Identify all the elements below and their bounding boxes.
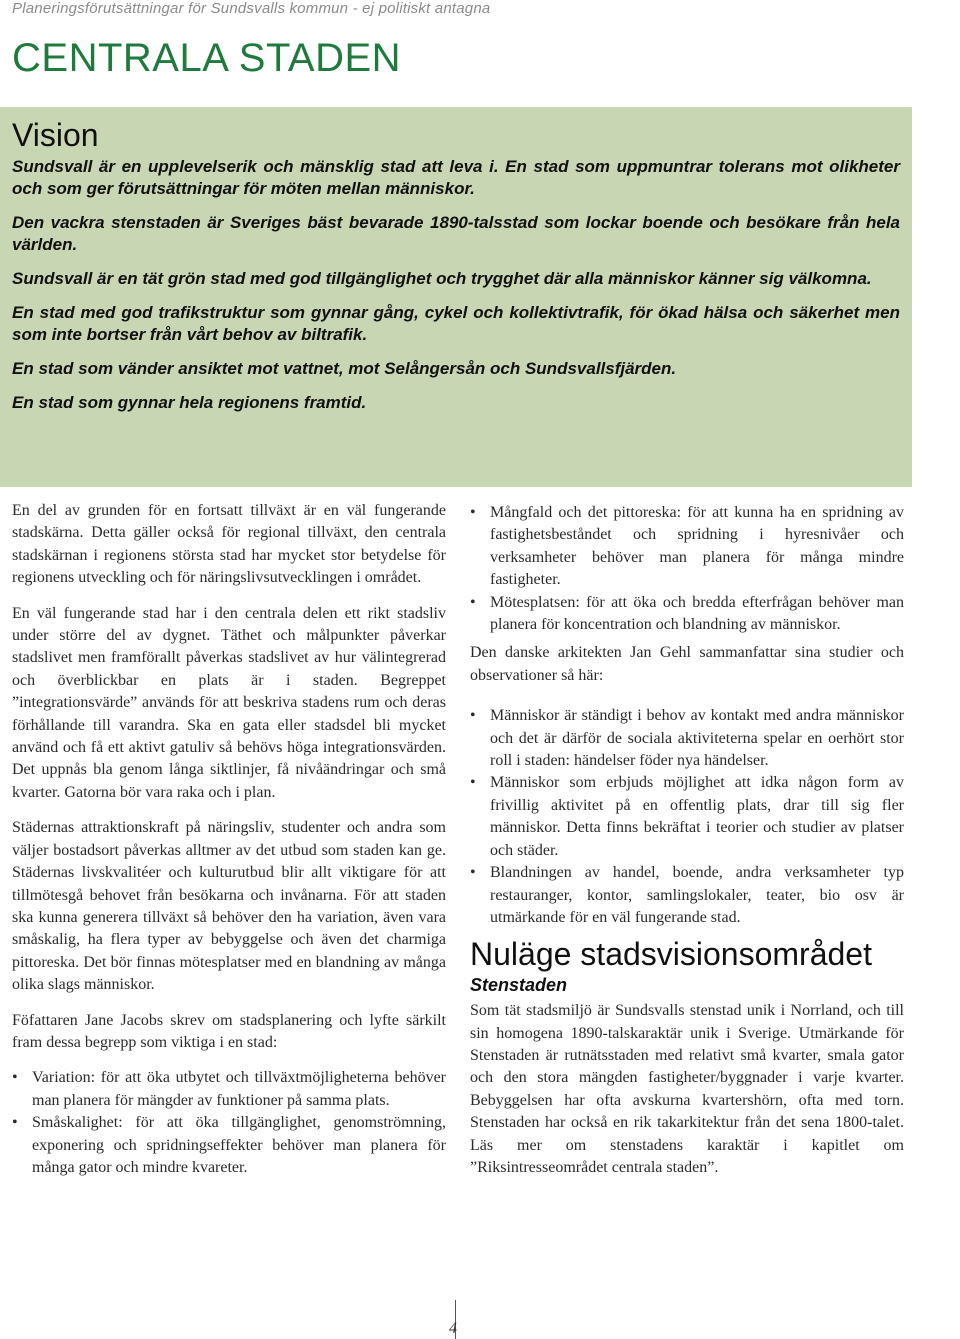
list-item (12, 1112, 446, 1179)
bullet-list-jacobs (12, 1067, 446, 1179)
body-paragraph: En del av grunden för en fortsatt tillväxt är en väl fungerande stadskärna. Detta gäller också för regional tillväxt, den centrala stadskärnan i regionens största stad har mycket stor betydelse för regionens utveckling och för näringslivsutvecklingen i området. (12, 502, 446, 587)
body-paragraph: Som tät stadsmiljö är Sundsvalls stenstad unik i Norrland, och till sin homogena 1890-talskaraktär unik i Sverige. Utmärkande för Stenstaden är rutnätsstaden med relativt små kvarter, smala gator och den stora mängden fastigheter/byggnader i varje kvarter. Bebyggelsen har ofta avskurna kvartershörn, ofta med torn. Stenstaden har också en rik takarkitektur från det sena 1800-talet. Läs mer om stenstadens karaktär i kapitlet om ”Riksintresseområdet centrala staden”. (470, 1002, 904, 1176)
bullet-list-jacobs-continued (470, 502, 904, 636)
bullet-icon: • (470, 774, 476, 792)
section-heading: Nuläge stadsvisionsområdet (470, 936, 872, 973)
list-item-text: Mötesplatsen: för att öka och bredda efterfrågan behöver man planera för koncentration och blandning av människor. (490, 593, 904, 634)
body-paragraph: Föfattaren Jane Jacobs skrev om stadsplanering och lyfte särkilt fram dessa begrepp som viktiga i en stad: (12, 1011, 446, 1051)
list-item-text: Småskalighet: för att öka tillgänglighet, genomströmning, exponering och spridningseffekter behöver man planera för många gator och mindre kvareter. (32, 1114, 446, 1176)
vision-paragraph: En stad som vänder ansiktet mot vattnet, mot Selångersån och Sundsvallsfjärden. (12, 359, 677, 378)
bullet-icon: • (470, 504, 476, 521)
list-item (12, 1067, 446, 1112)
running-header: Planeringsförutsättningar för Sundsvalls kommun - ej politiskt antagna (12, 0, 491, 17)
bullet-icon: • (470, 593, 476, 611)
right-column (470, 502, 904, 1192)
list-item-text: Människor som erbjuds möjlighet att idka någon form av frivillig aktivitet på en offentlig plats, drar till sig fler människor. Detta finns bekräftat i teorier och studier av platser och städer. (490, 774, 904, 859)
list-item-text: Variation: för att öka utbytet och tillväxtmöjligheterna behöver man planera för mängder av funktioner på samma plats. (32, 1069, 446, 1109)
bullet-icon: • (470, 707, 476, 725)
body-paragraph: En väl fungerande stad har i den centrala delen ett rikt stadsliv under större del av dygnet. Täthet och målpunkter påverkar stadslivet men framförallt påverkas stadslivet av hur välintegrerad och överblickbar en plats är i staden. Begreppet ”integrationsvärde” används för att beskriva stadens rum och deras förhållande till varandra. Ska en gata eller stadsdel bli mycket använd och få ett aktivt gatuliv så behövs höga integrationsvärden. Det uppnås bla genom långa siktlinjer, få nivåändringar och små kvarter. Gatorna bör vara raka och i plan. (12, 604, 446, 801)
vision-box (0, 107, 912, 487)
list-item (470, 772, 904, 862)
list-item (470, 862, 904, 929)
vision-paragraph: Den vackra stenstaden är Sveriges bäst bevarade 1890-talsstad som lockar boende och besökare från hela världen. (12, 213, 900, 254)
vision-paragraph: En stad som gynnar hela regionens framtid. (12, 393, 367, 412)
bullet-icon: • (12, 1114, 18, 1132)
list-item-text: Människor är ständigt i behov av kontakt med andra människor och det är därför de sociala aktiviteterna spelar en oerhört stor roll i staden: händelser föder nya händelser. (490, 707, 904, 770)
body-paragraph: Den danske arkitekten Jan Gehl sammanfattar sina studier och observationer så här: (470, 644, 904, 684)
sub-heading: Stenstaden (470, 974, 568, 995)
list-item-text: Mångfald och det pittoreska: för att kunna ha en spridning av fastighetsbeståndet och spridning i hyresnivåer och verksamheter behöver man planera för många mindre fastigheter. (490, 504, 904, 589)
bullet-icon: • (470, 864, 476, 882)
list-item (470, 705, 904, 772)
body-paragraph: Städernas attraktionskraft på näringsliv, studenter och andra som väljer bostadsort påverkas alltmer av det utbud som staden kan ge. Städernas livskvalitéer och kulturutbud blir allt viktigare för att tillmötesgå behovet från besökarna och invånarna. För att staden ska kunna generera tillväxt så behöver den ha variation, även vara småskalig, ha flera typer av bebyggelse och även det charmiga pittoreska. Det bör finnas mötesplatser med en blandning av många olika slags människor. (12, 819, 446, 994)
bullet-list-gehl (470, 705, 904, 929)
list-item (470, 502, 904, 592)
vision-heading: Vision (12, 117, 99, 153)
left-column (12, 500, 446, 1185)
page-number: 4 (449, 1320, 457, 1337)
vision-paragraph: Sundsvall är en tät grön stad med god tillgänglighet och trygghet där alla människor känner sig välkomna. (12, 269, 872, 288)
vision-paragraph: Sundsvall är en upplevelserik och mänsklig stad att leva i. En stad som uppmuntrar tolerans mot olikheter och som ger förutsättningar för möten mellan människor. (12, 157, 900, 198)
bullet-icon: • (12, 1069, 18, 1087)
vision-paragraph: En stad med god trafikstruktur som gynnar gång, cykel och kollektivtrafik, för ökad hälsa och säkerhet men som inte bortser från vårt behov av biltrafik. (12, 303, 900, 344)
page-title: CENTRALA STADEN (12, 36, 402, 80)
list-item (470, 592, 904, 637)
list-item-text: Blandningen av handel, boende, andra verksamheter typ restauranger, kontor, samlingslokaler, teater, bio osv är utmärkande för en väl fungerande stad. (490, 864, 904, 926)
